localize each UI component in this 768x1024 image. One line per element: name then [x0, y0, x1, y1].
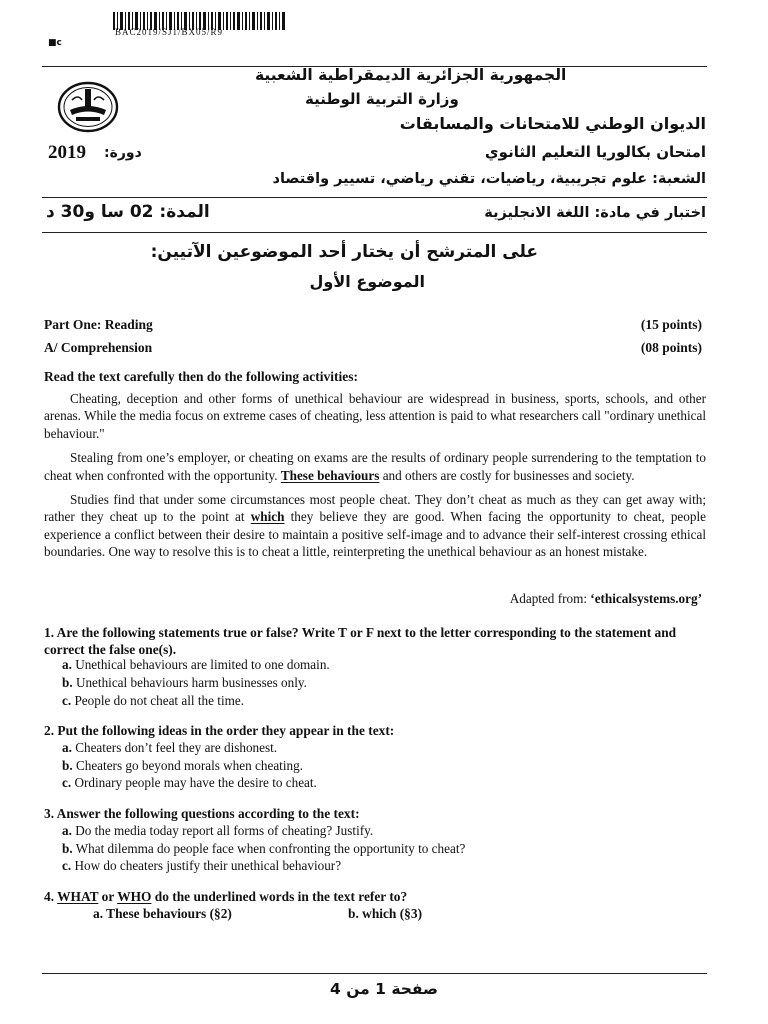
underlined-which: which: [250, 509, 285, 525]
barcode-text: BAC2019/SJ1/BX05/R9: [115, 27, 224, 37]
question-1: 1. Are the following statements true or false? Write T or F next to the letter corresponding to the statement and correct the false one(s).: [44, 625, 677, 657]
office-title: الديوان الوطني للامتحانات والمسابقات: [399, 114, 706, 133]
q3-item-a: a. Do the media today report all forms of cheating? Justify.: [62, 823, 374, 838]
session-label: دورة:: [104, 145, 142, 161]
emblem-icon: [56, 80, 120, 134]
q4-item-b: b. which (§3): [348, 906, 423, 921]
q2-item-a: a. Cheaters don’t feel they are dishonest.: [62, 740, 278, 755]
underlined-who: WHO: [117, 889, 152, 904]
q1-item-c: c. People do not cheat all the time.: [62, 693, 245, 708]
part-points: (15 points): [640, 317, 702, 332]
page-number: صفحة 1 من 4: [330, 980, 439, 998]
q2-item-b: b. Cheaters go beyond morals when cheating.: [62, 758, 303, 773]
paragraph-3: Studies find that under some circumstances most people cheat. They don’t cheat as much as they can get away with; rather they cheat up to the point at which they believe they are good. When facing the opportunity to cheat, people experience a conflict between their desire to maintain a positive self-image and to advance their self-interest crossing ethical boundaries. One way to resolve this is to cheat a little, reinterpreting the unethical behaviour as an honest mistake.: [44, 492, 706, 560]
q1-item-a: a. Unethical behaviours are limited to one domain.: [62, 657, 330, 672]
section-title: A/ Comprehension: [44, 340, 153, 355]
corner-mark: ■c: [48, 38, 62, 48]
part-title: Part One: Reading: [44, 317, 153, 332]
duration-line: المدة: 02 سا و30 د: [46, 202, 210, 222]
source-line: Adapted from: ‘ethicalsystems.org’: [509, 591, 702, 606]
question-4: 4. WHAT or WHO do the underlined words in the text refer to?: [44, 889, 408, 904]
republic-title: الجمهورية الجزائرية الديمقراطية الشعبية: [255, 66, 567, 84]
ministry-title: وزارة التربية الوطنية: [305, 90, 459, 108]
question-2: 2. Put the following ideas in the order they appear in the text:: [44, 723, 395, 738]
footer-rule: [42, 973, 707, 974]
header-bottom-rule: [42, 232, 707, 233]
q4-item-a: a. These behaviours (§2): [93, 906, 232, 921]
q3-item-c: c. How do cheaters justify their unethical behaviour?: [62, 858, 342, 873]
q2-item-c: c. Ordinary people may have the desire to cheat.: [62, 775, 317, 790]
paragraph-1: Cheating, deception and other forms of unethical behaviour are widespread in business, sports, schools, and other arenas. While the media focus on extreme cases of cheating, less attention is paid to what researchers call "ordinary unethical behaviour.": [44, 391, 706, 441]
session-year: 2019: [48, 142, 86, 163]
subject-line: اختبار في مادة: اللغة الانجليزية: [484, 205, 706, 221]
reading-text: [44, 390, 706, 561]
question-3: 3. Answer the following questions according to the text:: [44, 806, 360, 821]
read-instruction: Read the text carefully then do the following activities:: [44, 369, 358, 384]
streams-line: الشعبة: علوم تجريبية، رياضيات، تقني رياضي، تسيير واقتصاد: [272, 171, 706, 187]
first-topic-title: الموضوع الأول: [309, 272, 425, 291]
underlined-what: WHAT: [57, 889, 99, 904]
q3-item-b: b. What dilemma do people face when confronting the opportunity to cheat?: [62, 841, 466, 856]
underlined-these-behaviours: These behaviours: [280, 467, 380, 483]
header-mid-rule: [42, 197, 707, 198]
exam-title: امتحان بكالوريا التعليم الثانوي: [484, 143, 706, 161]
q1-item-b: b. Unethical behaviours harm businesses only.: [62, 675, 307, 690]
section-points: (08 points): [640, 340, 702, 355]
paragraph-2: Stealing from one’s employer, or cheating on exams are the results of ordinary people surrendering to the temptation to cheat when confronted with the opportunity. These behaviours and others are costly for businesses and society.: [44, 450, 706, 483]
candidate-instruction: على المترشح أن يختار أحد الموضوعين الآتيين:: [150, 242, 538, 262]
